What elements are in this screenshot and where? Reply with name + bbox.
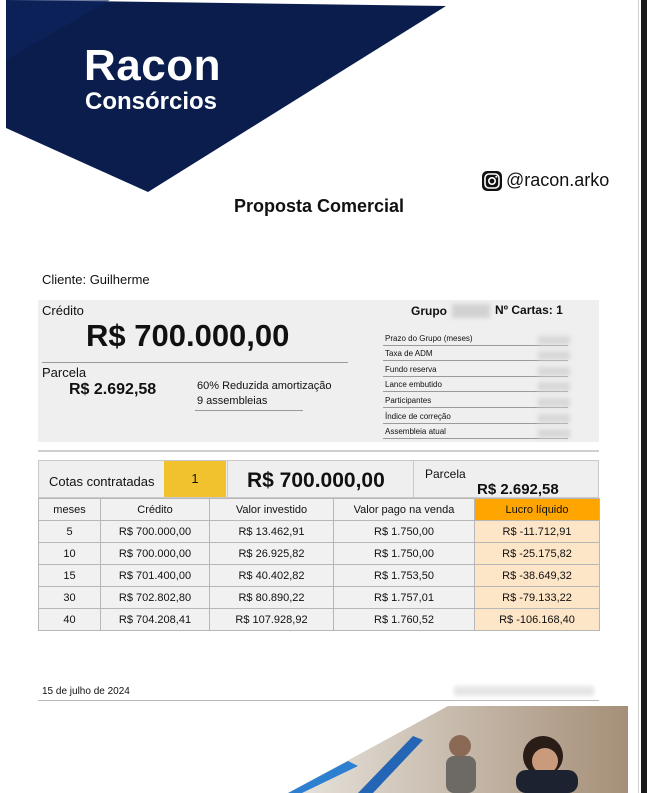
page-title: Proposta Comercial [233, 196, 405, 216]
info-row-participantes: Participantes [383, 393, 568, 408]
table-cell: R$ 13.462,91 [210, 521, 334, 543]
credit-value: R$ 700.000,00 [86, 318, 290, 353]
divider [227, 461, 228, 497]
instagram-handle[interactable] [482, 170, 609, 191]
info-row-assembleia-atual: Assembleia atual [383, 424, 568, 439]
page-edge [638, 0, 650, 793]
cartas-count: Nº Cartas: 1 [495, 303, 563, 317]
table-row [39, 565, 600, 587]
installment-value: R$ 2.692,58 [69, 381, 157, 398]
table-cell: R$ 1.750,00 [334, 521, 475, 543]
simulation-table [38, 498, 600, 631]
info-row-prazo: Prazo do Grupo (meses) [383, 331, 568, 346]
logo-subtitle: Consórcios [85, 88, 218, 115]
group-label: Grupo [411, 304, 447, 318]
info-row-lance-embutido: Lance embutido [383, 377, 568, 392]
info-value-redacted [538, 429, 570, 438]
proposal-date: 15 de julho de 2024 [42, 686, 130, 697]
table-cell: R$ 1.760,52 [334, 609, 475, 631]
table-cell: R$ 701.400,00 [101, 565, 210, 587]
footer-photo [288, 706, 628, 793]
table-cell: R$ 704.208,41 [101, 609, 210, 631]
instagram-handle-text: @racon.arko [506, 170, 610, 190]
divider [413, 461, 414, 497]
table-header [39, 499, 600, 521]
info-value-redacted [538, 398, 570, 407]
table-cell: R$ -38.649,32 [475, 565, 600, 587]
amortization-note: 60% Reduzida amortização [197, 380, 332, 392]
assemblies-note: 9 assembleias [197, 395, 268, 407]
cotas-quantity: 1 [164, 461, 226, 497]
table-cell: R$ 700.000,00 [101, 521, 210, 543]
column-header: Lucro líquido [475, 499, 600, 521]
cotas-summary [38, 460, 599, 498]
table-cell: R$ 40.402,82 [210, 565, 334, 587]
brand-banner [0, 0, 450, 200]
table-cell: R$ 702.802,80 [101, 587, 210, 609]
credit-label: Crédito [42, 303, 84, 318]
column-header: meses [39, 499, 101, 521]
installment-label: Parcela [42, 365, 87, 380]
column-header: Crédito [101, 499, 210, 521]
divider [195, 410, 303, 411]
table-cell: R$ 107.928,92 [210, 609, 334, 631]
racon-logo [84, 41, 221, 116]
info-value-redacted [538, 382, 570, 391]
table-cell: R$ -79.133,22 [475, 587, 600, 609]
info-value-redacted [538, 351, 570, 360]
table-cell: R$ 80.890,22 [210, 587, 334, 609]
info-row-taxa-adm: Taxa de ADM [383, 346, 568, 361]
table-cell: 10 [39, 543, 101, 565]
consultant-name-redacted [454, 686, 594, 696]
cotas-label: Cotas contratadas [49, 474, 155, 489]
group-value-redacted [452, 304, 490, 318]
table-cell: R$ -106.168,40 [475, 609, 600, 631]
logo-name: Racon [84, 41, 221, 90]
table-cell: 5 [39, 521, 101, 543]
instagram-icon [482, 171, 502, 191]
table-cell: R$ -25.175,82 [475, 543, 600, 565]
info-value-redacted [538, 367, 570, 376]
table-row [39, 609, 600, 631]
table-row [39, 521, 600, 543]
info-value-redacted [538, 414, 570, 423]
section-divider [38, 450, 599, 452]
divider [42, 362, 348, 363]
info-row-indice-correcao: Índice de correção [383, 409, 568, 424]
table-cell: R$ -11.712,91 [475, 521, 600, 543]
table-cell: R$ 1.753,50 [334, 565, 475, 587]
table-cell: 40 [39, 609, 101, 631]
table-cell: 30 [39, 587, 101, 609]
cotas-installment-label: Parcela [425, 467, 466, 481]
table-cell: R$ 1.750,00 [334, 543, 475, 565]
info-row-fundo-reserva: Fundo reserva [383, 362, 568, 377]
summary-panel [38, 300, 599, 442]
table-row [39, 587, 600, 609]
column-header: Valor pago na venda [334, 499, 475, 521]
footer-divider [38, 700, 599, 701]
info-value-redacted [538, 336, 570, 345]
cotas-total: R$ 700.000,00 [247, 469, 385, 492]
cotas-installment-value: R$ 2.692,58 [477, 481, 559, 498]
table-cell: 15 [39, 565, 101, 587]
table-cell: R$ 26.925,82 [210, 543, 334, 565]
client-name: Cliente: Guilherme [42, 272, 150, 287]
table-row [39, 543, 600, 565]
column-header: Valor investido [210, 499, 334, 521]
table-cell: R$ 700.000,00 [101, 543, 210, 565]
table-cell: R$ 1.757,01 [334, 587, 475, 609]
